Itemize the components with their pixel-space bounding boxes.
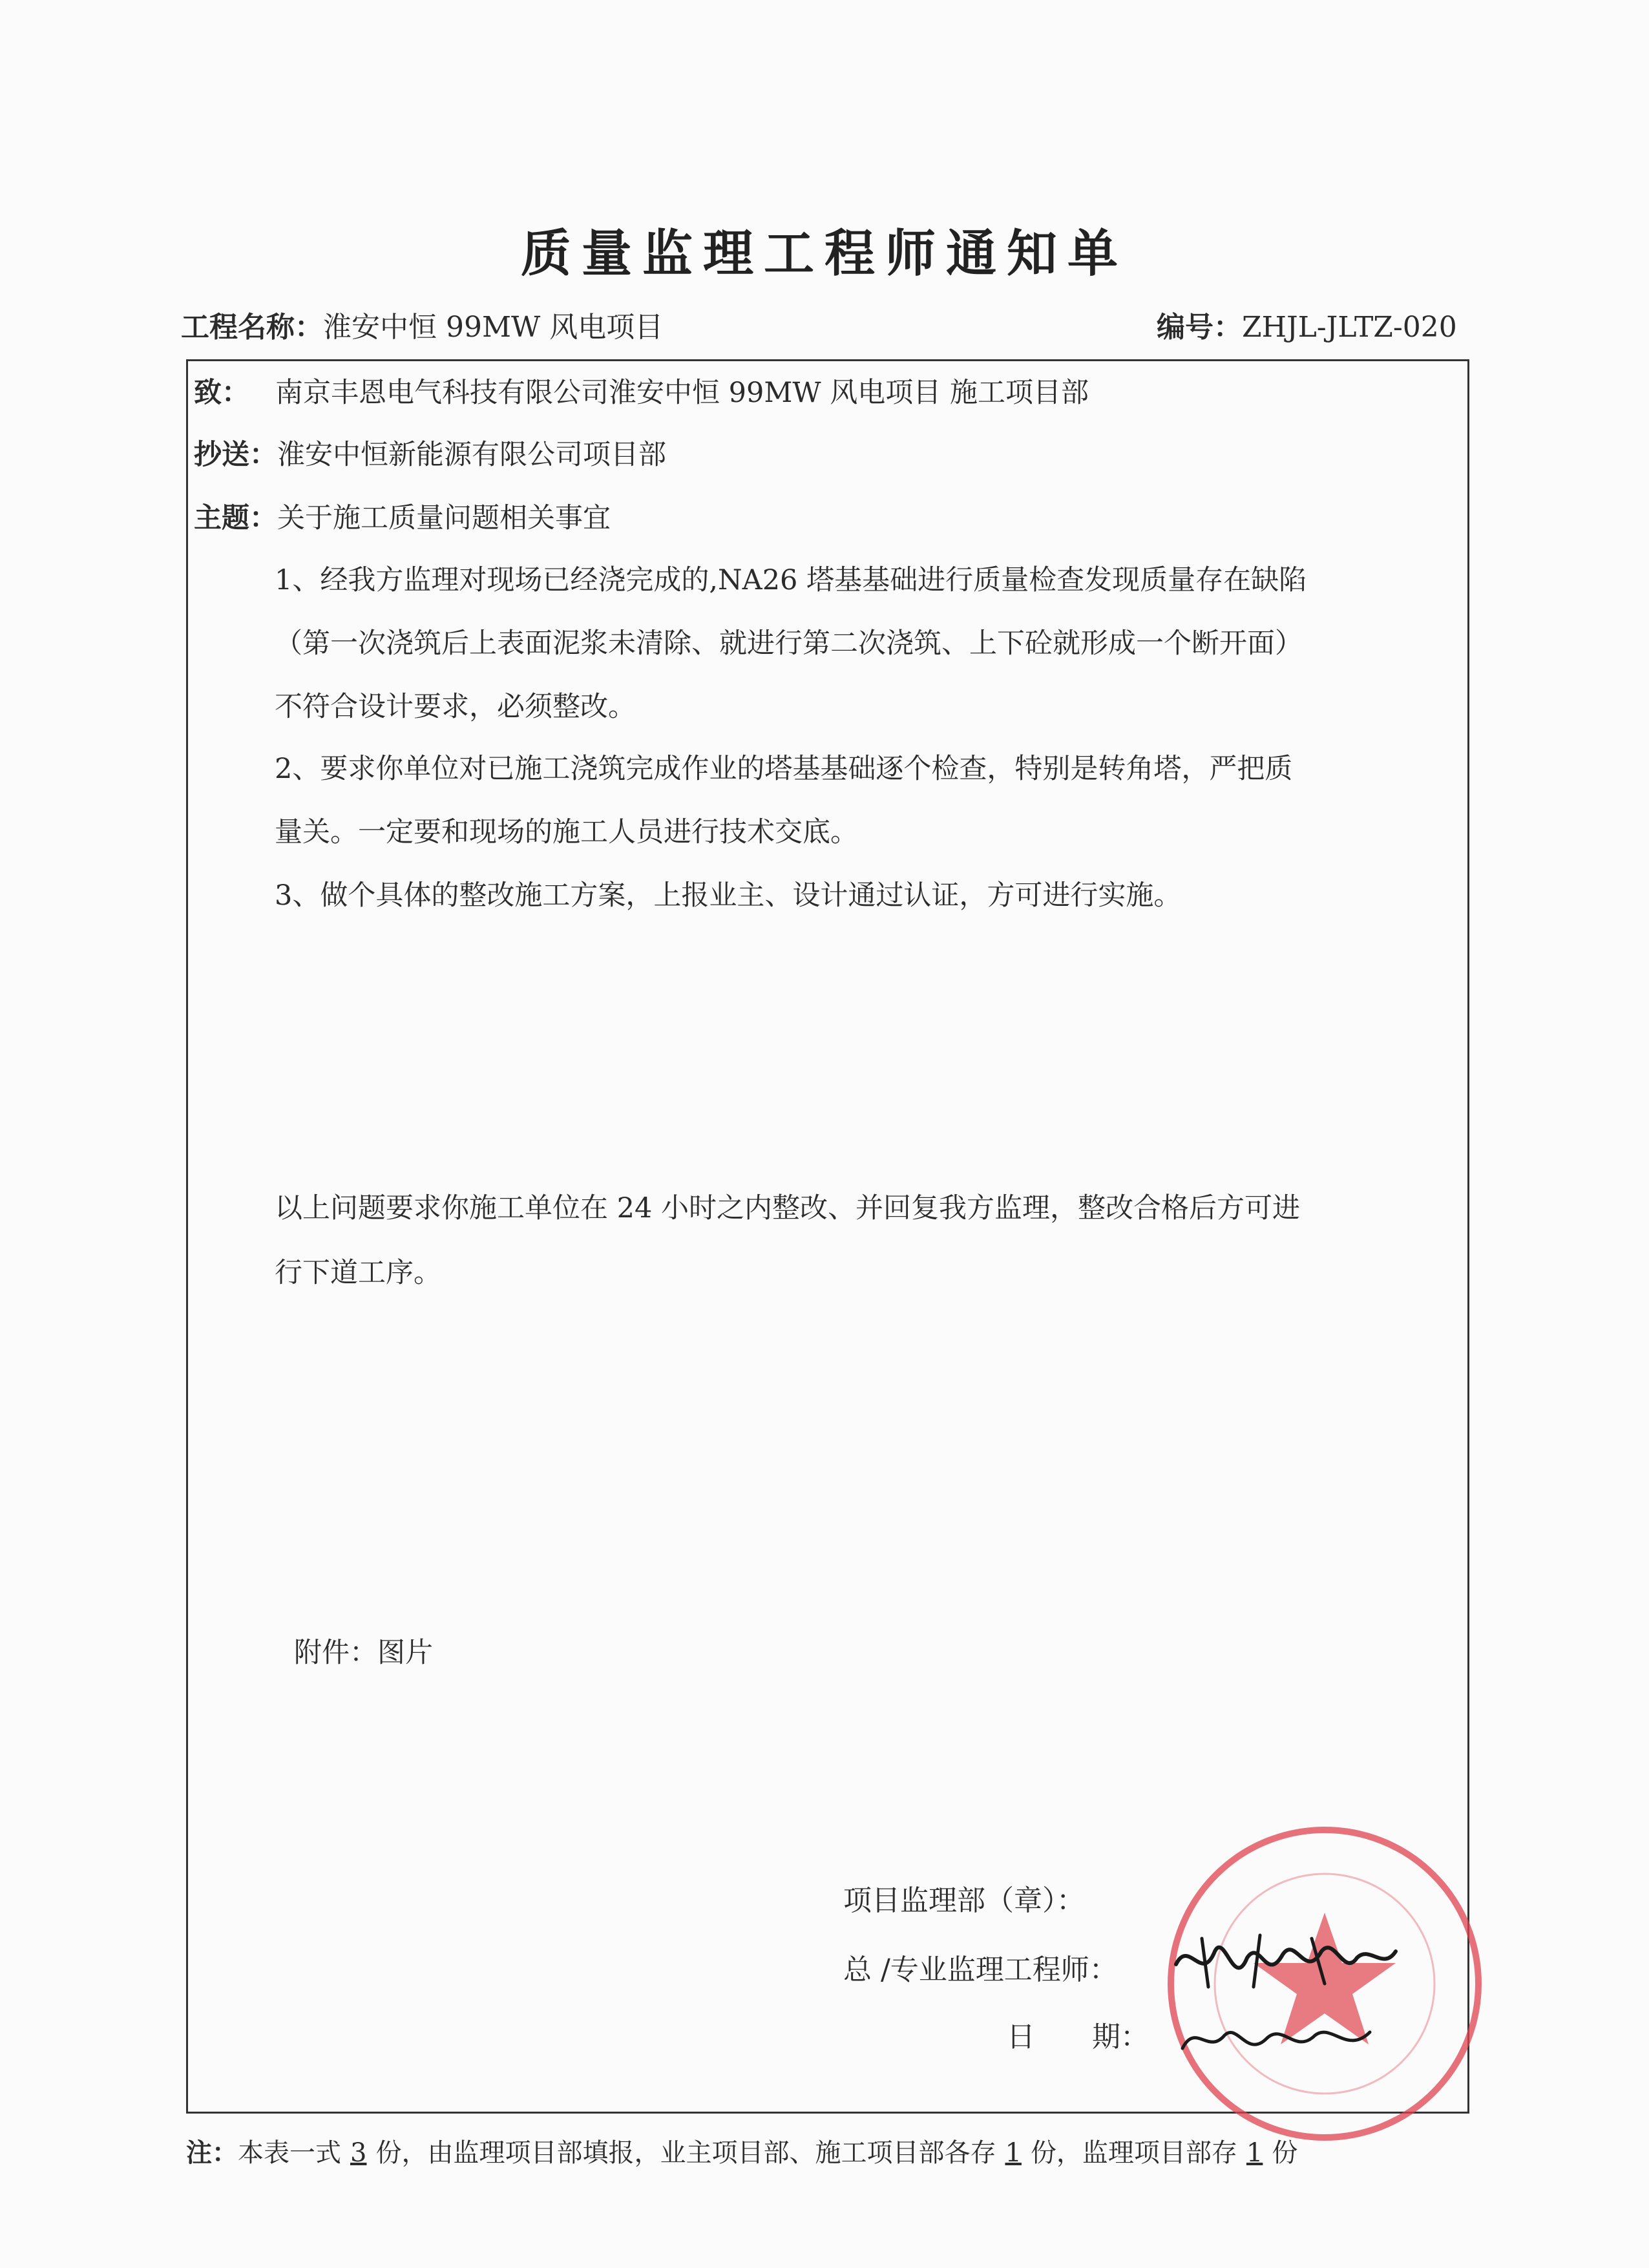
note-part1: 本表一式 xyxy=(238,2138,341,2168)
to-value: 南京丰恩电气科技有限公司淮安中恒 99MW 风电项目 施工项目部 xyxy=(275,377,1089,409)
body-line: 不符合设计要求，必须整改。 xyxy=(275,691,636,723)
sign-date-label: 日 期： xyxy=(1007,2021,1149,2053)
subject-row xyxy=(194,499,611,538)
cc-label: 抄送： xyxy=(194,439,277,471)
project-label: 工程名称： xyxy=(181,311,323,344)
conclusion-line: 以上问题要求你施工单位在 24 小时之内整改、并回复我方监理，整改合格后方可进 xyxy=(275,1192,1301,1224)
note-copies-each: 1 xyxy=(1005,2138,1022,2168)
number-label: 编号： xyxy=(1157,311,1242,344)
body-line: （第一次浇筑后上表面泥浆未清除、就进行第二次浇筑、上下砼就形成一个断开面） xyxy=(275,627,1303,660)
footer-note xyxy=(186,2132,1297,2169)
body-line: 1、经我方监理对现场已经浇完成的,NA26 塔基基础进行质量检查发现质量存在缺陷 xyxy=(275,564,1307,596)
note-part3: 份，监理项目部存 xyxy=(1030,2138,1237,2168)
body-line: 2、要求你单位对已施工浇筑完成作业的塔基基础逐个检查，特别是转角塔，严把质 xyxy=(275,753,1293,785)
note-label: 注： xyxy=(186,2138,238,2168)
body-line: 3、做个具体的整改施工方案，上报业主、设计通过认证，方可进行实施。 xyxy=(275,879,1182,912)
note-copies-supervision: 1 xyxy=(1246,2138,1263,2168)
note-copies-total: 3 xyxy=(350,2138,367,2168)
handwritten-signature xyxy=(1163,1926,1409,2074)
document-title: 质量监理工程师通知单 xyxy=(520,225,1128,283)
attachment: 附件：图片 xyxy=(294,1637,433,1669)
conclusion-line: 行下道工序。 xyxy=(275,1257,441,1289)
subject-label: 主题： xyxy=(194,502,277,534)
subject-value: 关于施工质量问题相关事宜 xyxy=(277,502,611,534)
note-part4: 份 xyxy=(1272,2138,1298,2168)
to-row xyxy=(194,373,1089,412)
to-label: 致： xyxy=(194,377,249,409)
number-value: ZHJL-JLTZ-020 xyxy=(1242,311,1457,344)
body-line: 量关。一定要和现场的施工人员进行技术交底。 xyxy=(275,816,858,848)
sign-dept: 项目监理部（章）： xyxy=(843,1884,1085,1917)
number-row xyxy=(1157,304,1457,345)
project-name: 淮安中恒 99MW 风电项目 xyxy=(323,311,664,344)
cc-row xyxy=(194,436,666,474)
note-part2: 份，由监理项目部填报，业主项目部、施工项目部各存 xyxy=(375,2138,996,2168)
project-row xyxy=(181,304,663,345)
sign-engineer: 总 /专业监理工程师： xyxy=(843,1953,1118,1986)
cc-value: 淮安中恒新能源有限公司项目部 xyxy=(277,439,666,471)
